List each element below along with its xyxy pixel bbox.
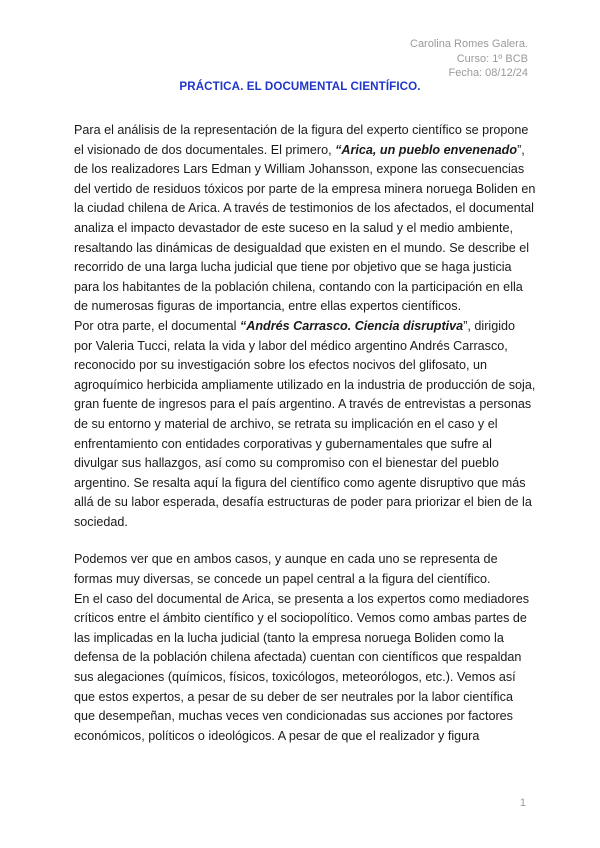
document-title: PRÁCTICA. EL DOCUMENTAL CIENTÍFICO. xyxy=(179,80,421,93)
paragraph-text: Por otra parte, el documental xyxy=(74,318,240,333)
paragraph-arica-intro xyxy=(74,121,536,317)
body-text xyxy=(74,121,536,746)
paragraph-carrasco-intro xyxy=(74,317,536,533)
paragraph-text: ”, dirigido por Valeria Tucci, relata la vida y labor del médico argentino Andrés Carrasco, reconocido por su investigación sobre los efectos nocivos del glifosato, un agroquímico herbicida ampliamente utilizado en la industria de producción de soja, gran fuente de ingresos para el país argentino. A través de entrevistas a personas de su entorno y material de archivo, se retrata su implicación en el caso y el enfrentamiento con entidades corporativas y gubernamentales que sufre al divulgar sus hallazgos, así como su compromiso con el bienestar del pueblo argentino. Se resalta aquí la figura del científico como agente disruptivo que más allá de su labor esperada, desafía estructuras de poder para priorizar el bien de la sociedad. xyxy=(74,318,536,529)
documentary-title-arica: “Arica, un pueblo envenenado xyxy=(335,142,518,157)
course-label: Curso: 1º BCB xyxy=(456,52,528,65)
header-info xyxy=(410,37,528,81)
author-name: Carolina Romes Galera. xyxy=(410,38,528,50)
page-number: 1 xyxy=(519,797,526,809)
paragraph-text: ”, de los realizadores Lars Edman y William Johansson, expone las consecuencias del vertido de residuos tóxicos por parte de la empresa minera noruega Boliden en la ciudad chilena de Arica. A través de testimonios de los afectados, el documental analiza el impacto devastador de este suceso en la salud y el medio ambiente, resaltando las dinámicas de desigualdad que existen en el mundo. Se describe el recorrido de una larga lucha judicial que tiene por objetivo que se haga justicia para los habitantes de la población chilena, contando con la participación en ella de numerosas figuras de importancia, entre ellas expertos científicos. xyxy=(74,142,536,314)
documentary-title-carrasco: “Andrés Carrasco. Ciencia disruptiva xyxy=(239,318,464,333)
paragraph-arica-analysis: En el caso del documental de Arica, se presenta a los expertos como mediadores críticos entre el ámbito científico y el sociopolítico. Vemos como ambas partes de las implicadas en la lucha judicial (tanto la empresa noruega Boliden como la defensa de la población chilena afectada) cuentan con científicos que respaldan sus alegaciones (químicos, físicos, toxicólogos, meteorólogos, etc.). Vemos así que estos expertos, a pesar de su deber de ser neutrales por la labor científica que desempeñan, muchas veces ven condicionadas sus acciones por factores económicos, políticos o ideológicos. A pesar de que el realizador y figura xyxy=(74,591,530,743)
paragraph-comparison: Podemos ver que en ambos casos, y aunque en cada uno se representa de formas muy diversas, se concede un papel central a la figura del científico. xyxy=(74,552,498,587)
date-label: Fecha: 08/12/24 xyxy=(448,67,528,79)
paragraph-text: Para el análisis de la representación de la figura del experto científico se propone el visionado de dos documentales. El primero, xyxy=(74,123,529,157)
